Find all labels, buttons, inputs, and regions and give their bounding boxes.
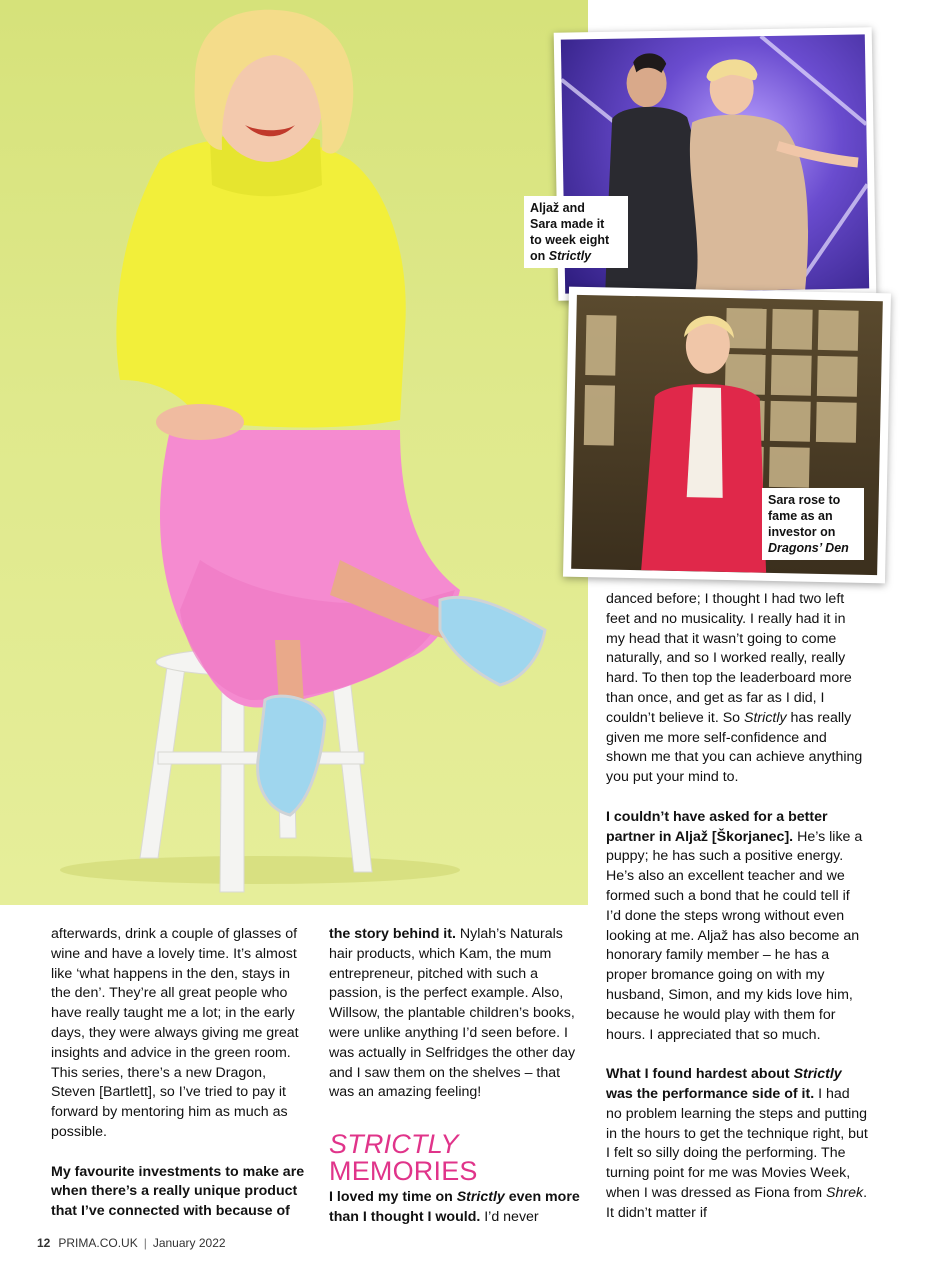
show-title: Strictly	[793, 1066, 842, 1083]
section-heading	[329, 1131, 584, 1185]
paragraph	[606, 808, 868, 1046]
paragraph-text: I had no problem learning the steps and putting in the hours to get the technique right, but I felt so silly doing the performing. The turning point for me was Movies Week, when I was dressed as Fiona from	[606, 1085, 868, 1201]
article-column-left	[51, 925, 306, 1242]
paragraph-text: has really given me more self-confidence and shown me that you can achieve anything you put your mind to.	[606, 709, 863, 786]
section-heading-line2: MEMORIES	[329, 1156, 478, 1187]
paragraph-lead-part: was the performance side of it.	[606, 1085, 815, 1102]
paragraph-lead-part: What I found hardest about	[606, 1066, 794, 1083]
paragraph-text: . It didn’t matter if	[606, 1184, 868, 1221]
paragraph-lead	[606, 1066, 842, 1102]
paragraph-lead: the story behind it.	[329, 926, 456, 942]
paragraph-lead: I couldn’t have asked for a better partner in Aljaž [Škorjanec].	[606, 808, 828, 845]
dragons-caption-line: fame as an	[768, 509, 833, 523]
article-column-right	[606, 590, 868, 1243]
show-title: Strictly	[456, 1189, 505, 1206]
strictly-caption	[524, 196, 628, 268]
footer-separator: |	[143, 1236, 147, 1250]
paragraph	[51, 925, 306, 1143]
paragraph-text: danced before; I thought I had two left feet and no musicality. I really had it in my head that it wasn’t going to come naturally, and so I worked really, really hard. To then top the leaderboard more than once, and get as far as I did, I couldn’t believe it. So	[606, 591, 852, 726]
strictly-caption-line: Aljaž and	[530, 201, 585, 215]
paragraph-text: I’d never	[480, 1208, 539, 1225]
paragraph-text: afterwards, drink a couple of glasses of wine and have a lovely time. It’s almost like ‘what happens in the den, stays in the den’. They’re all great people who have really taught me a lot; in the early days, they were always giving me great insights and advice in the green room. This series, there’s a new Dragon, Steven [Bartlett], so I’ve tried to pay it forward by mentoring him as much as possible.	[51, 926, 299, 1140]
dragons-caption-show: Dragons’ Den	[768, 541, 849, 555]
publication-site: PRIMA.CO.UK	[58, 1236, 138, 1250]
film-title: Shrek	[826, 1184, 864, 1201]
paragraph	[51, 1163, 306, 1222]
paragraph-text: He’s like a puppy; he has such a positive energy. He’s also an excellent teacher and we formed such a bond that he could tell if I’d done the steps wrong without even looking at me. Aljaž has also become an honorary family member – he has a proper bromance going on with my husband, Simon, and my kids love him, because he would play with them for hours. I appreciated that so much.	[606, 828, 863, 1043]
dragons-den-caption	[762, 488, 864, 560]
issue-date: January 2022	[152, 1236, 226, 1250]
article-column-middle	[329, 925, 584, 1248]
paragraph-lead	[329, 1189, 580, 1225]
strictly-caption-line: Sara made it	[530, 217, 605, 231]
dragons-caption-line: Sara rose to	[768, 493, 841, 507]
strictly-caption-show: Strictly	[548, 249, 592, 263]
section-heading-line1: STRICTLY	[329, 1129, 459, 1160]
paragraph-lead: My favourite investments to make are when there’s a really unique product that I’ve connected with because of	[51, 1163, 305, 1220]
paragraph-text: Nylah’s Naturals hair products, which Kam, the mum entrepreneur, pitched with such a passion, is the perfect example. Also, Willsow, the plantable children’s books, were unlike anything I’d seen before. I was actually in Selfridges the other day and I saw them on the shelves – that was an amazing feeling!	[329, 926, 576, 1101]
paragraph-lead-part: even more than I thought I would.	[329, 1189, 580, 1225]
hero-illustration	[0, 0, 588, 905]
strictly-caption-line: on	[530, 249, 549, 263]
page-number: 12	[37, 1236, 51, 1250]
paragraph-lead-part: I loved my time on	[329, 1189, 457, 1206]
paragraph	[606, 1065, 868, 1223]
paragraph	[329, 925, 584, 1103]
paragraph	[329, 1188, 584, 1228]
strictly-caption-line: to week eight	[530, 233, 610, 247]
hero-photo	[0, 0, 588, 905]
page-footer	[37, 1236, 226, 1250]
dragons-caption-line: investor on	[768, 525, 836, 539]
show-title: Strictly	[744, 709, 787, 726]
paragraph	[606, 590, 868, 788]
